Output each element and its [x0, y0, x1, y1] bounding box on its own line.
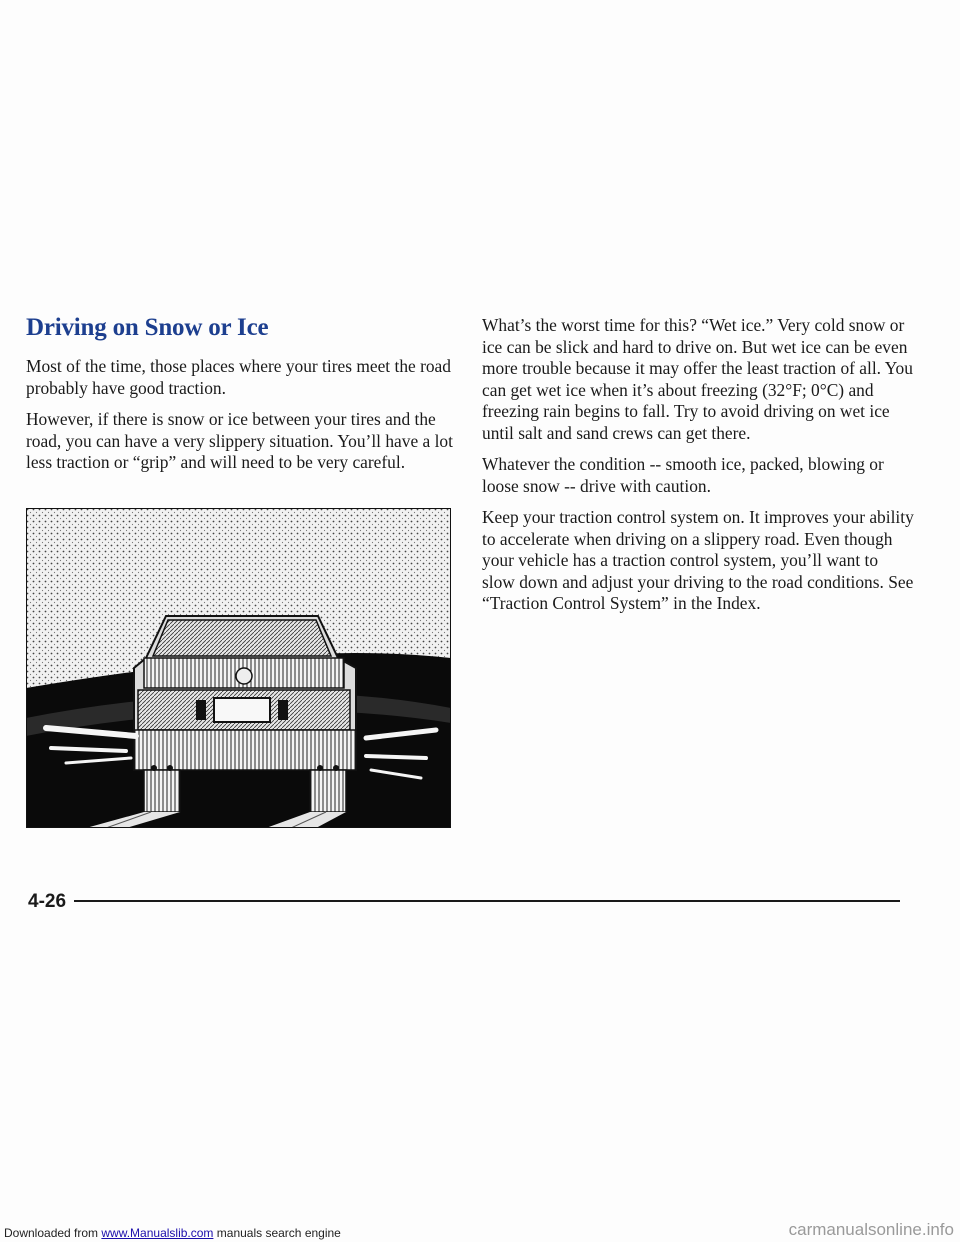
download-suffix: manuals search engine: [213, 1226, 341, 1240]
paragraph: However, if there is snow or ice between your tires and the road, you can have a very slippery situation. You’ll have a lot less traction or “grip” and will need to be very careful.: [26, 409, 453, 472]
page-number: 4-26: [28, 891, 67, 912]
section-heading: Driving on Snow or Ice: [26, 314, 269, 341]
paragraph: What’s the worst time for this? “Wet ice.” Very cold snow or ice can be slick and hard to drive on. But wet ice can be even more trouble because it may offer the least traction of all. You can get wet ice when it’s about freezing (32°F; 0°C) and freezing rain begins to fall. Try to avoid driving on wet ice until salt and sand crews can get there.: [482, 315, 913, 443]
manualslib-link[interactable]: www.Manualslib.com: [101, 1226, 214, 1240]
left-column: [26, 314, 456, 484]
car-on-ice-illustration: [26, 508, 451, 828]
download-footer: [0, 1218, 960, 1242]
download-note: [4, 1226, 341, 1240]
watermark: carmanualsonline.info: [788, 1220, 954, 1239]
paragraph: Keep your traction control system on. It improves your ability to accelerate when driving on a slippery road. Even though your vehicle has a traction control system, you’ll want to slow down and adjust your driving to the road conditions. See “Traction Control System” in the Index.: [482, 507, 914, 613]
footer-rule: [74, 900, 900, 902]
right-column: [482, 315, 914, 625]
paragraph: Most of the time, those places where your tires meet the road probably have good traction.: [26, 356, 451, 398]
download-prefix: Downloaded from: [4, 1226, 102, 1240]
paragraph: Whatever the condition -- smooth ice, packed, blowing or loose snow -- drive with caution.: [482, 454, 884, 496]
